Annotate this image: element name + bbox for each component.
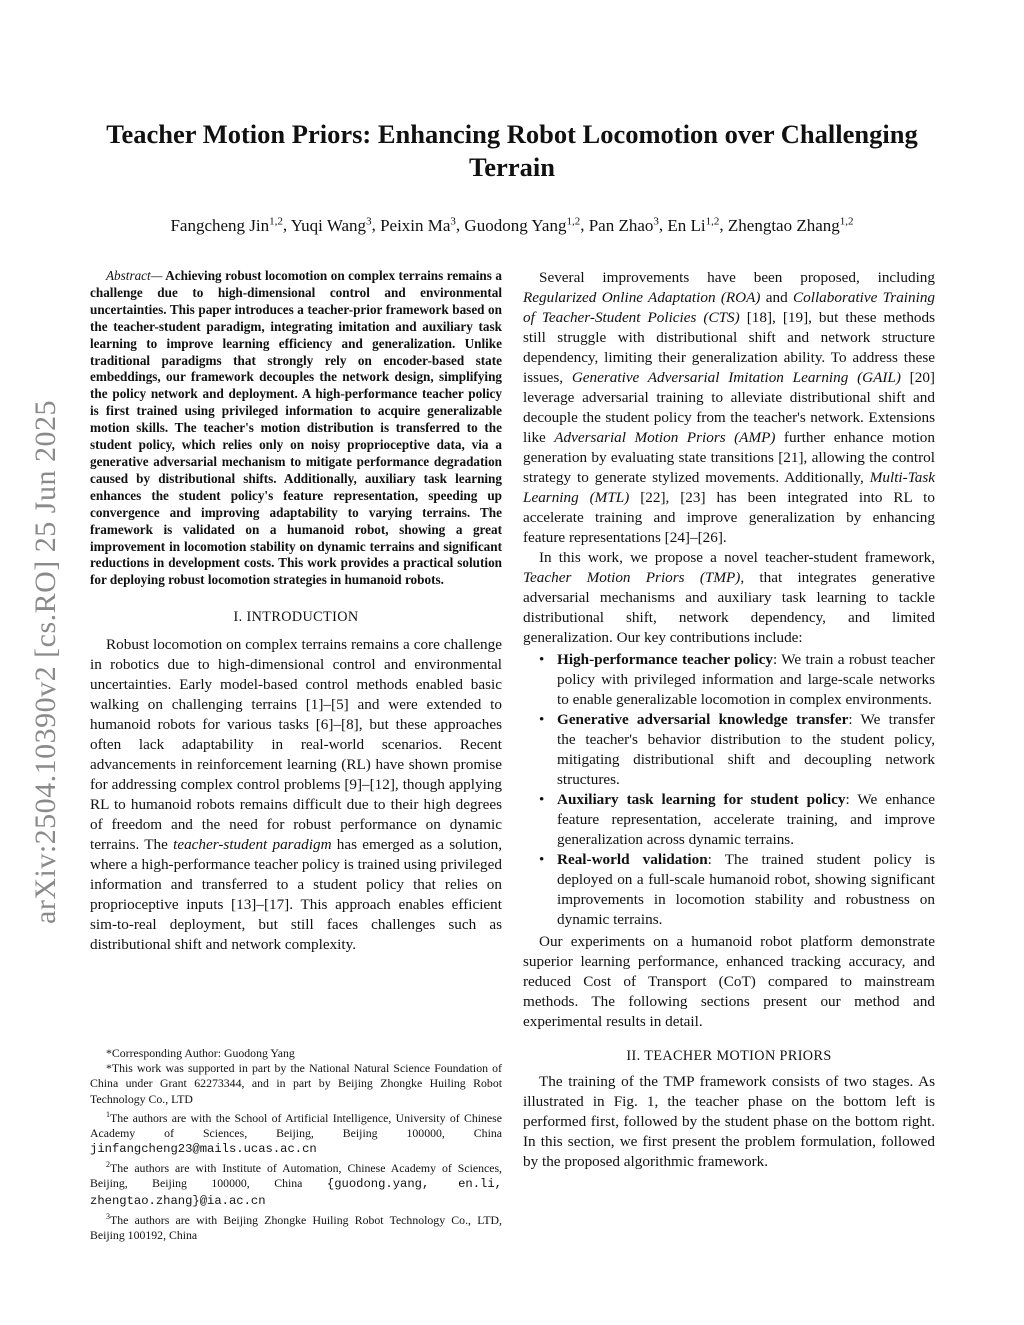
footnote-affiliation-2: $^2$The authors are with Institute of Automation, Chinese Academy of Sciences, Beijing, Beijing 100000, China {guodong.yang, en.li, zhengtao.zhang}@ia.ac.cn — [90, 1160, 502, 1208]
bullet-icon: • — [539, 651, 545, 668]
abstract — [90, 268, 502, 589]
footnote-corresponding: *Corresponding Author: Guodong Yang — [106, 1046, 295, 1060]
section-heading-teacher-motion-priors: II. TEACHER MOTION PRIORS — [626, 1048, 832, 1064]
author: Zhengtao Zhang$^{1,2}$ — [727, 215, 854, 235]
footnote-funding: *This work was supported in part by the National Natural Science Foundation of China under Grant 62273344, and in part by Beijing Zhongke Huiling Robot Technology Co., LTD — [90, 1061, 502, 1106]
bullet-icon: • — [539, 711, 545, 728]
author: Fangcheng Jin$^{1,2}$ — [170, 215, 283, 235]
author: En Li$^{1,2}$ — [667, 215, 720, 235]
author-list: Fangcheng Jin$^{1,2}$, Yuqi Wang$^3$, Peixin Ma$^3$, Guodong Yang$^{1,2}$, Pan Zhao$^3$, En Li$^{1,2}$, Zhengtao Zhang$^{1,2}$ — [170, 215, 854, 235]
author: Peixin Ma$^3$ — [380, 215, 456, 235]
intro-paragraph: Robust locomotion on complex terrains remains a core challenge in robotics due to high-dimensional control and environmental uncertainties. Early model-based control methods enabled basic walking on challenging terrains [1]–[5] and were extended to humanoid robots for various tasks [6]–[8], but these approaches often lack adaptability in real-world scenarios. Recent advancements in reinforcement learning (RL) have shown promise for addressing complex control problems [9]–[12], though applying RL to humanoid robots remains difficult due to their high degrees of freedom and the need for robust performance on dynamic terrains. The teacher-student paradigm has emerged as a solution, where a high-performance teacher policy is trained using privileged information and transferred to a student policy that relies on proprioceptive inputs [13]–[17]. This approach enables efficient sim-to-real deployment, but still faces challenges such as distributional shift and network complexity. — [90, 636, 503, 954]
footnotes — [90, 1046, 502, 1243]
left-column — [90, 268, 502, 955]
author: Pan Zhao$^3$ — [588, 215, 659, 235]
abstract-text: Achieving robust locomotion on complex terrains remains a challenge due to high-dimensional control and environmental uncertainties. This paper introduces a teacher-prior framework based on the teacher-student paradigm, integrating imitation and auxiliary task learning to improve learning efficiency and generalization. Unlike traditional paradigms that strongly rely on encoder-based state embeddings, our framework decouples the network design, simplifying the policy network and deployment. A high-performance teacher policy is first trained using privileged information to acquire generalizable motion skills. The teacher's motion distribution is transferred to the student policy, which relies only on noisy proprioceptive data, via a generative adversarial mechanism to mitigate performance degradation caused by distributional shifts. Additionally, auxiliary task learning enhances the student policy's feature representation, speeding up convergence and improving adaptability to varying terrains. The framework is validated on a humanoid robot, showing a great improvement in locomotion stability on dynamic terrains and significant reductions in development costs. This work provides a practical solution for deploying robust locomotion strategies in humanoid robots. — [90, 268, 502, 588]
email-link[interactable]: {guodong.yang, en.li, zhengtao.zhang}@ia.ac.cn — [90, 1177, 502, 1208]
author: Guodong Yang$^{1,2}$ — [464, 215, 581, 235]
abstract-label: Abstract— — [106, 268, 163, 283]
author: Yuqi Wang$^3$ — [290, 215, 372, 235]
paper-title: Teacher Motion Priors: Enhancing Robot Locomotion over Challenging Terrain — [106, 119, 918, 182]
contribution-intro-paragraph: In this work, we propose a novel teacher-student framework, Teacher Motion Priors (TMP), that integrates generative adversarial mechanisms and auxiliary task learning to tackle distributional shift, network dependency, and limited generalization. Our key contributions include: — [523, 549, 935, 646]
list-item: • Real-world validation: The trained student policy is deployed on a full-scale humanoid robot, showing significant improvements in locomotion stability and robustness on dynamic terrains. — [539, 851, 935, 928]
email-link[interactable]: jinfangcheng23@mails.ucas.ac.cn — [90, 1142, 317, 1157]
arxiv-stamp-text: arXiv:2504.10390v2 [cs.RO] 25 Jun 2025 — [29, 400, 62, 924]
bullet-icon: • — [539, 791, 545, 808]
footnote-affiliation-3: $^3$The authors are with Beijing Zhongke Huiling Robot Technology Co., LTD, Beijing 100192, China — [90, 1211, 502, 1242]
list-item: • Auxiliary task learning for student policy: We enhance feature representation, accelerate training, and improve generalization across dynamic terrains. — [539, 791, 935, 848]
section-heading-introduction: I. INTRODUCTION — [233, 609, 359, 626]
related-work-paragraph: Several improvements have been proposed, including Regularized Online Adaptation (ROA) and Collaborative Training of Teacher-Student Policies (CTS) [18], [19], but these methods still struggle with distributional shift and network structure dependency, limiting their generalization ability. To address these issues, Generative Adversarial Imitation Learning (GAIL) [20] leverage adversarial training to alleviate distributional shift and decouple the student policy from the teacher's network. Extensions like Adversarial Motion Priors (AMP) further enhance motion generation by evaluating state transitions [21], allowing the control strategy to generate stylized movements. Additionally, Multi-Task Learning (MTL) [22], [23] has been integrated into RL to accelerate training and improve generalization by enhancing feature representations [24]–[26]. — [523, 269, 936, 546]
list-item: • High-performance teacher policy: We train a robust teacher policy with privileged information and large-scale networks to enable generalizable locomotion in complex environments. — [539, 651, 935, 708]
experiments-summary-paragraph: Our experiments on a humanoid robot platform demonstrate superior learning performance, enhanced tracking accuracy, and reduced Cost of Transport (CoT) compared to mainstream methods. The following sections present our method and experimental results in detail. — [523, 933, 935, 1030]
contributions-list — [523, 650, 935, 930]
arxiv-stamp — [26, 372, 66, 952]
footnote-affiliation-1: $^1$The authors are with the School of Artificial Intelligence, University of Chinese Academy of Sciences, Beijing, Beijing 100000, China jinfangcheng23@mails.ucas.ac.cn — [90, 1109, 502, 1157]
list-item: • Generative adversarial knowledge transfer: We transfer the teacher's behavior distribution to the student policy, mitigating distributional shift and decoupling network structures. — [539, 711, 935, 788]
method-paragraph: The training of the TMP framework consists of two stages. As illustrated in Fig. 1, the teacher phase on the bottom left is performed first, followed by the student phase on the bottom right. In this section, we first present the problem formulation, followed by the proposed algorithmic framework. — [523, 1073, 935, 1170]
right-column — [523, 268, 935, 1172]
bullet-icon: • — [539, 851, 545, 868]
